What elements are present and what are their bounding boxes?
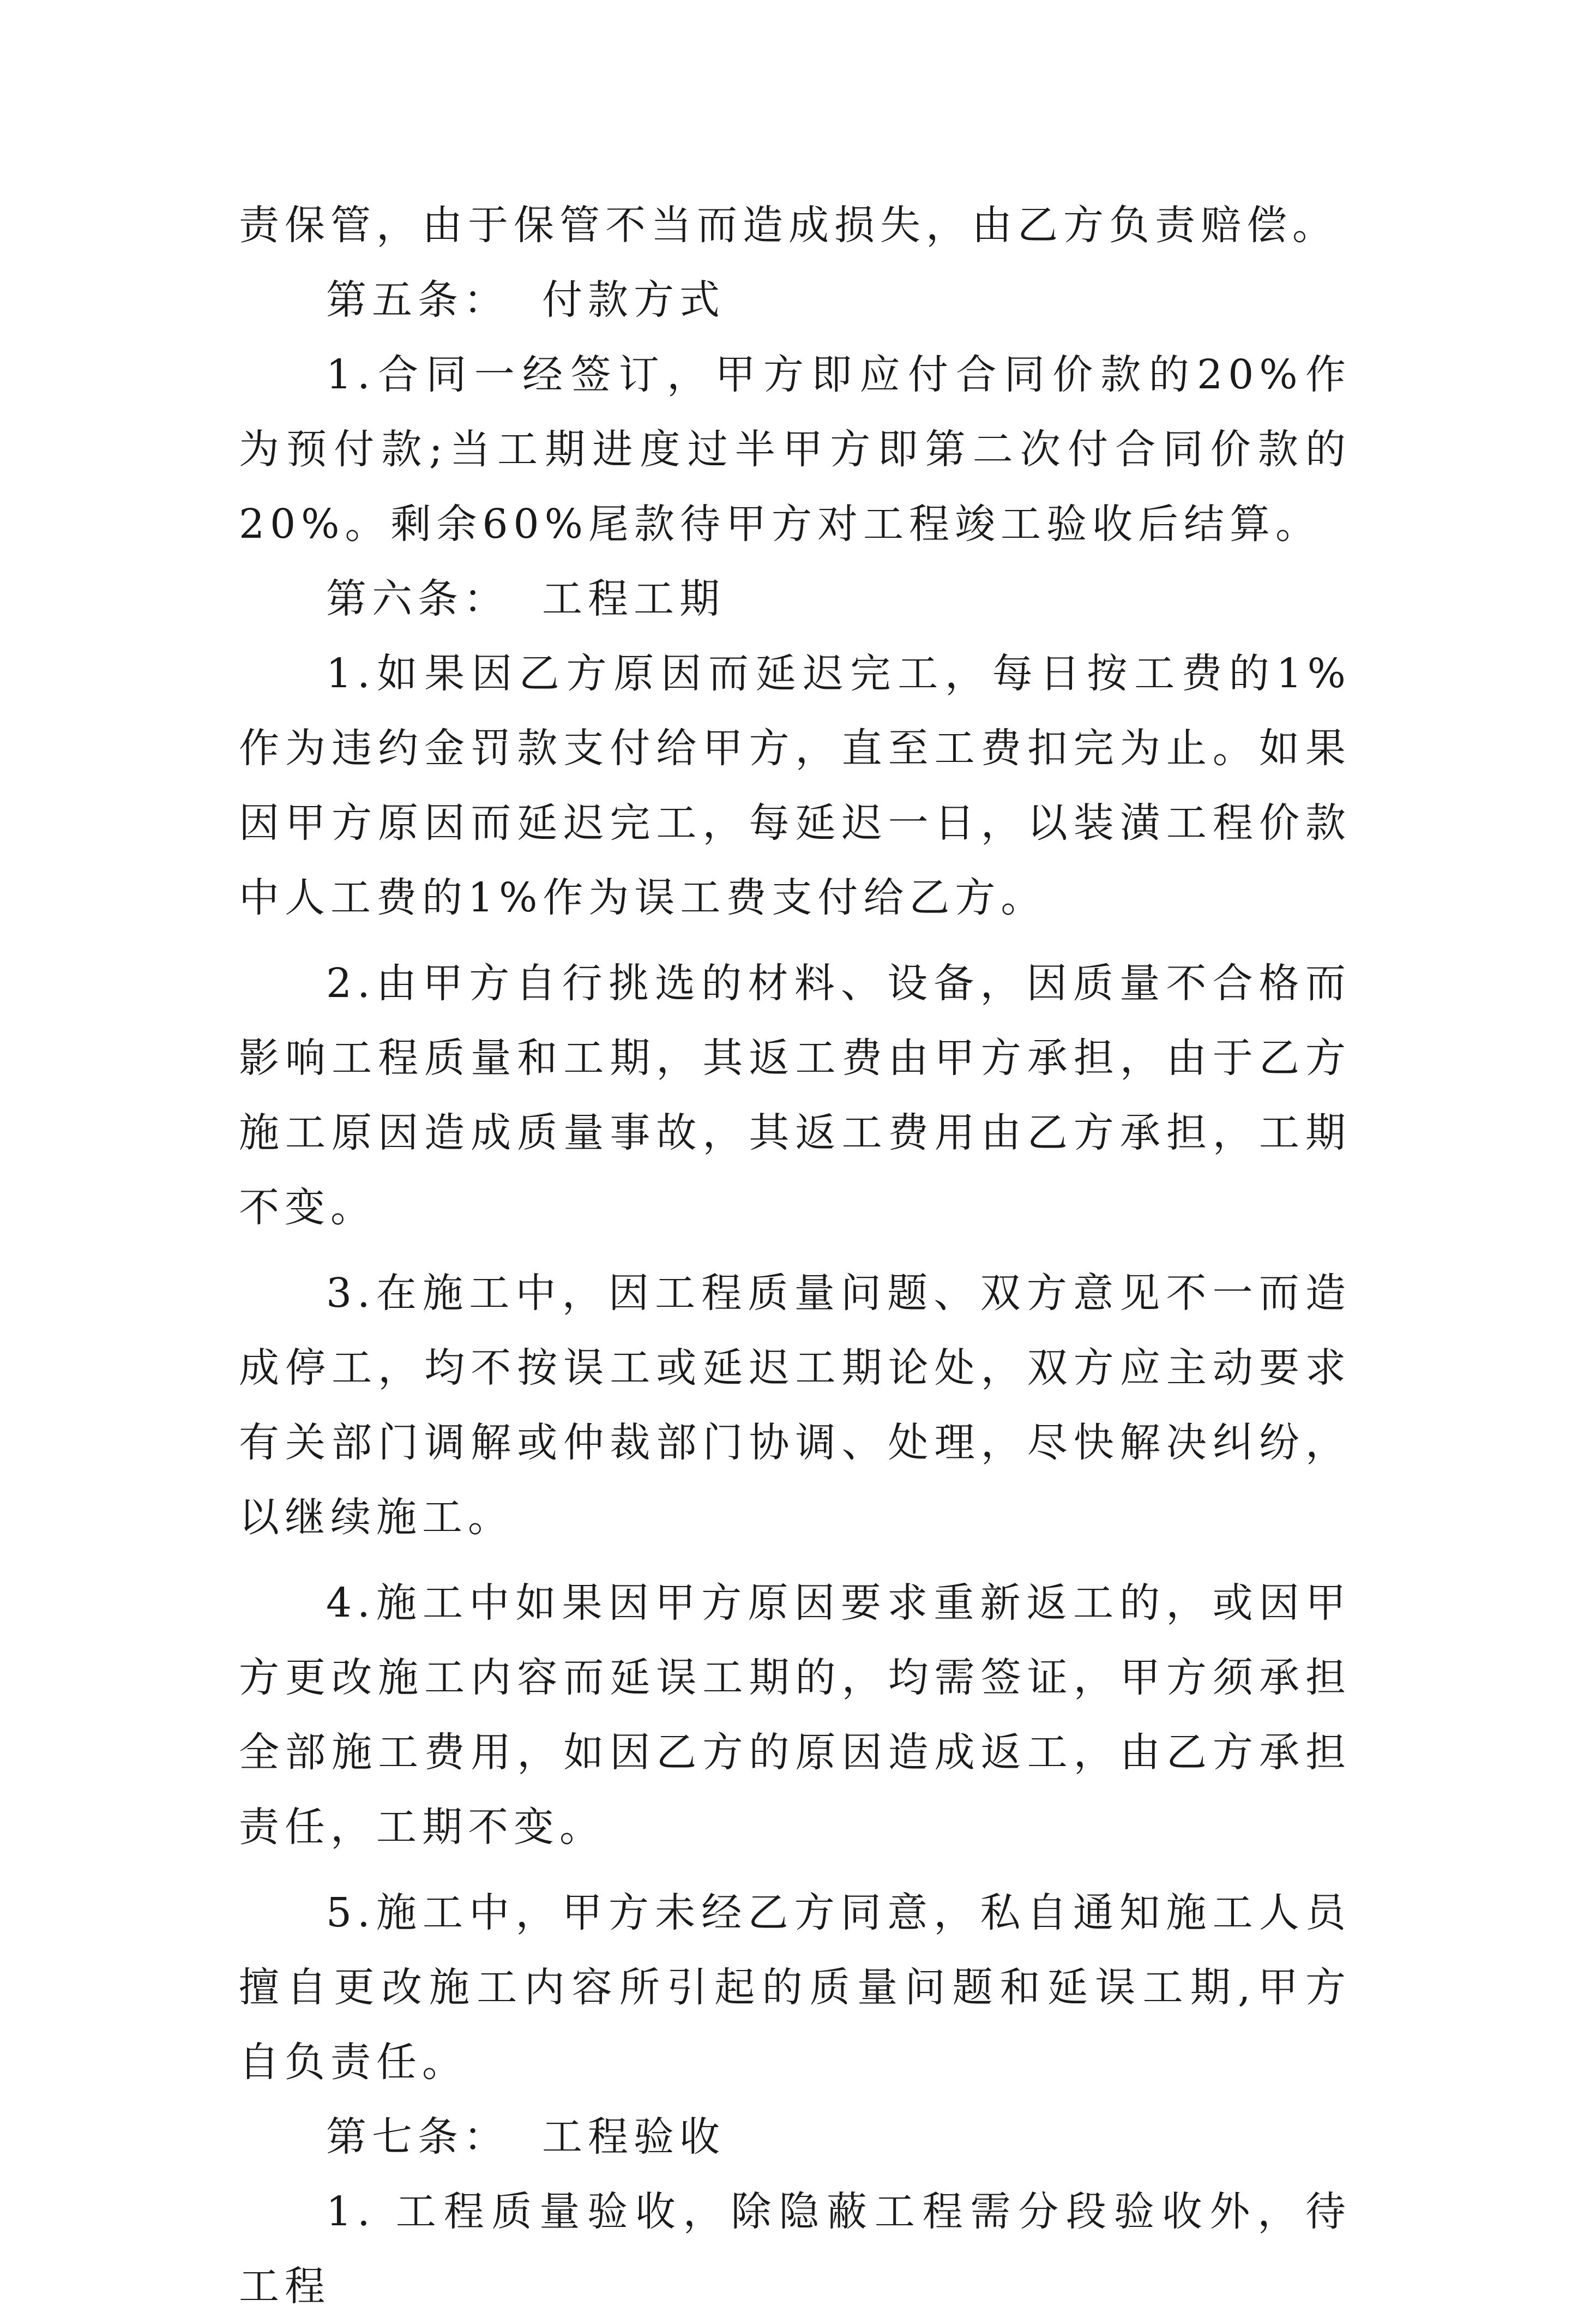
article-6-clause-4: 4.施工中如果因甲方原因要求重新返工的，或因甲方更改施工内容而延误工期的，均需签证，甲方须承担全部施工费用，如因乙方的原因造成返工，由乙方承担责任，工期不变。 <box>239 1580 1351 1851</box>
article-6-title: 工程工期 <box>542 575 725 622</box>
article-7-clause-1: 1. 工程质量验收，除隐蔽工程需分段验收外，待工程 <box>239 2188 1351 2310</box>
article-7-title: 工程验收 <box>542 2113 725 2160</box>
article-6-heading <box>239 562 1351 636</box>
article-5-heading <box>239 263 1351 338</box>
article-7-heading <box>239 2100 1351 2175</box>
article-6-clause-1: 1.如果因乙方原因而延迟完工，每日按工费的1%作为违约金罚款支付给甲方，直至工费扣完为止。如果因甲方原因而延迟完工，每延迟一日，以装潢工程价款中人工费的1%作为误工费支付给乙方。 <box>239 650 1351 921</box>
article-7-label: 第七条： <box>326 2113 509 2160</box>
article-6-clause-2: 2.由甲方自行挑选的材料、设备，因质量不合格而影响工程质量和工期，其返工费由甲方承担，由于乙方施工原因造成质量事故，其返工费用由乙方承担，工期不变。 <box>239 960 1351 1231</box>
article-6-clause-5: 5.施工中，甲方未经乙方同意，私自通知施工人员擅自更改施工内容所引起的质量问题和延误工期,甲方自负责任。 <box>239 1889 1351 2086</box>
document-body <box>239 188 1351 2324</box>
article-5-title: 付款方式 <box>542 277 725 323</box>
article-5-label: 第五条： <box>326 277 509 323</box>
article-6-label: 第六条： <box>326 575 509 622</box>
paragraph-continuation: 责保管，由于保管不当而造成损失，由乙方负责赔偿。 <box>239 202 1338 249</box>
article-5-clause-1: 1.合同一经签订，甲方即应付合同价款的20%作为预付款;当工期进度过半甲方即第二次付合同价款的20%。剩余60%尾款待甲方对工程竣工验收后结算。 <box>239 351 1351 548</box>
article-6-clause-3: 3.在施工中，因工程质量问题、双方意见不一而造成停工，均不按误工或延迟工期论处，双方应主动要求有关部门调解或仲裁部门协调、处理，尽快解决纠纷，以继续施工。 <box>239 1270 1351 1541</box>
